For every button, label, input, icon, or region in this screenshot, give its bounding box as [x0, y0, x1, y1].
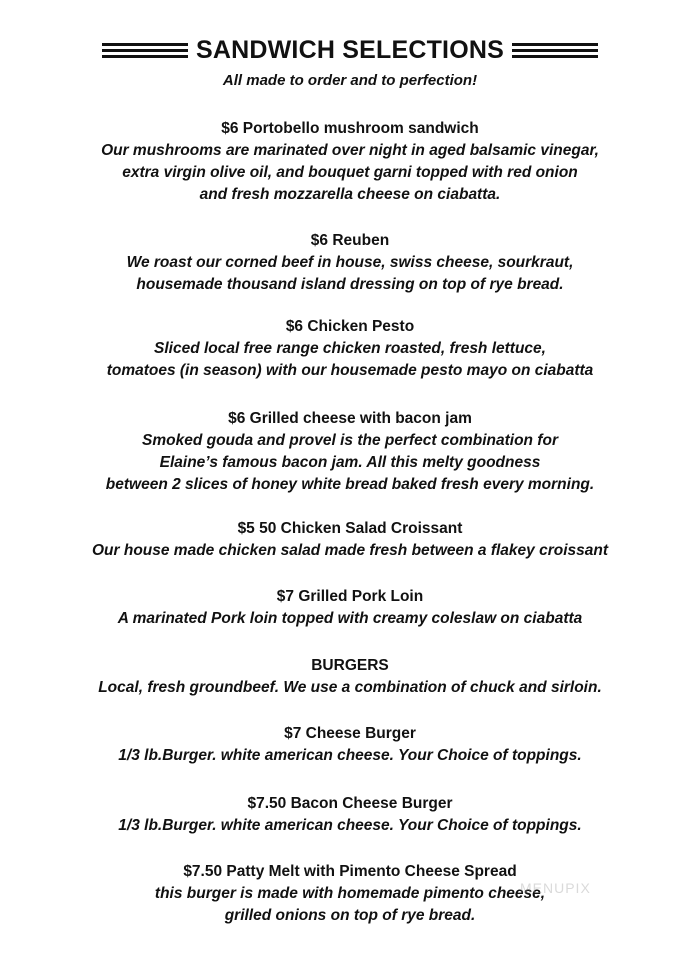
menu-item-chicken-salad-croissant: [0, 518, 700, 562]
section-description: Local, fresh groundbeef. We use a combination of chuck and sirloin.: [98, 679, 602, 696]
tagline: All made to order and to perfection!: [222, 72, 478, 89]
item-description: Our mushrooms are marinated over night in aged balsamic vinegar, extra virgin olive oil, and bouquet garni topped with red onion and fresh mozzarella cheese on ciabatta.: [101, 142, 599, 203]
item-description: Our house made chicken salad made fresh between a flakey croissant: [91, 542, 608, 559]
menu-item-bacon-cheese-burger: [0, 793, 700, 837]
menu-header: [0, 36, 700, 65]
section-heading: BURGERS: [311, 657, 389, 674]
item-heading: $6 Grilled cheese with bacon jam: [228, 410, 472, 427]
item-description: Smoked gouda and provel is the perfect combination for Elaine’s famous bacon jam. All this melty goodness between 2 slices of honey white bread baked fresh every morning.: [105, 432, 595, 493]
item-heading: $7.50 Patty Melt with Pimento Cheese Spread: [183, 863, 517, 880]
header-left-rule: [102, 43, 188, 58]
item-heading: $5 50 Chicken Salad Croissant: [237, 520, 463, 537]
item-heading: $6 Portobello mushroom sandwich: [221, 120, 479, 137]
menu-item-cheese-burger: [0, 723, 700, 767]
menu-item-grilled-cheese: [0, 408, 700, 496]
item-heading: $7 Grilled Pork Loin: [276, 588, 424, 605]
item-heading: $7 Cheese Burger: [284, 725, 416, 742]
menu-item-grilled-pork-loin: [0, 586, 700, 630]
menu-item-reuben: [0, 230, 700, 296]
item-heading: $6 Chicken Pesto: [285, 318, 415, 335]
menu-item-chicken-pesto: [0, 316, 700, 382]
menu-item-patty-melt: [0, 861, 700, 927]
item-description: 1/3 lb.Burger. white american cheese. Your Choice of toppings.: [118, 747, 582, 764]
menu-item-portobello: [0, 118, 700, 206]
item-description: 1/3 lb.Burger. white american cheese. Your Choice of toppings.: [118, 817, 582, 834]
item-description: A marinated Pork loin topped with creamy coleslaw on ciabatta: [117, 610, 583, 627]
watermark: MENUPIX: [520, 880, 591, 896]
item-description: this burger is made with homemade pimento cheese, grilled onions on top of rye bread.: [154, 885, 546, 924]
header-right-rule: [512, 43, 598, 58]
item-heading: $6 Reuben: [310, 232, 390, 249]
item-description: Sliced local free range chicken roasted, fresh lettuce, tomatoes (in season) with our housemade pesto mayo on ciabatta: [106, 340, 594, 379]
item-heading: $7.50 Bacon Cheese Burger: [247, 795, 453, 812]
item-description: We roast our corned beef in house, swiss cheese, sourkraut, housemade thousand island dressing on top of rye bread.: [126, 254, 574, 293]
menu-section-burgers: [0, 655, 700, 699]
page-title: SANDWICH SELECTIONS: [196, 36, 504, 64]
